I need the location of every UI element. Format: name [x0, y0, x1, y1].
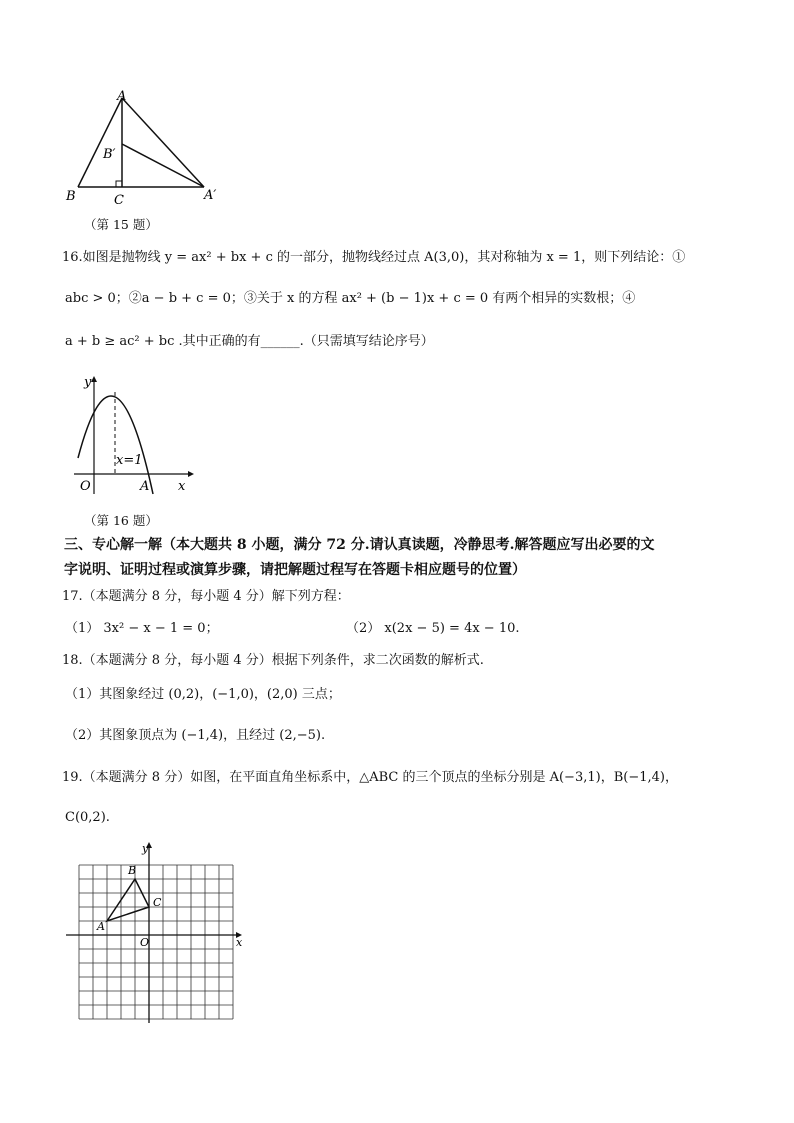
label-symmetry-axis: x=1 [116, 453, 143, 468]
figure-16-parabola [70, 370, 200, 500]
q18-part1: （1）其图象经过 (0,2)，(−1,0)，(2,0) 三点； [65, 687, 341, 702]
label-A-prime: A′ [204, 188, 217, 203]
q18-part2: （2）其图象顶点为 (−1,4)，且经过 (2,−5). [65, 728, 326, 743]
label-B: B [128, 864, 137, 877]
label-O: O [80, 479, 91, 494]
q17-part2: （2） x(2x − 5) = 4x − 10. [346, 621, 520, 636]
triangle-ABC [107, 879, 149, 921]
label-C: C [114, 193, 124, 208]
section-3-line1: 三、专心解一解（本大题共 8 小题，满分 72 分.请认真读题，冷静思考.解答题应写出必要的文 [64, 537, 655, 553]
grid-lines [79, 865, 233, 1019]
label-y: y [142, 842, 149, 855]
y-axis-arrow [91, 376, 97, 382]
label-x: x [178, 479, 186, 494]
figure-19-grid [64, 840, 254, 1025]
q17-part1: （1） 3x² − x − 1 = 0； [65, 621, 219, 636]
figure-15-caption: （第 15 题） [84, 217, 158, 232]
figure-15-triangle [60, 88, 230, 218]
x-axis-arrow [188, 471, 194, 477]
label-A: A [117, 89, 127, 104]
q16-line2: abc > 0；②a − b + c = 0；③关于 x 的方程 ax² + (b − 1)x + c = 0 有两个相异的实数根；④ [65, 291, 636, 306]
label-A: A [140, 479, 150, 494]
right-angle-mark [116, 181, 122, 187]
label-x: x [236, 936, 243, 949]
q16-line3: a + b ≥ ac² + bc .其中正确的有______.（只需填写结论序号） [65, 334, 434, 349]
q19-line1: 19.（本题满分 8 分）如图，在平面直角坐标系中，△ABC 的三个顶点的坐标分别是 A(−3,1)，B(−1,4)， [62, 770, 678, 785]
q16-line1: 16.如图是抛物线 y = ax² + bx + c 的一部分，抛物线经过点 A(3,0)，其对称轴为 x = 1，则下列结论：① [62, 250, 686, 265]
section-3-line2: 字说明、证明过程或演算步骤，请把解题过程写在答题卡相应题号的位置） [64, 562, 526, 578]
figure-16-caption: （第 16 题） [84, 513, 158, 528]
label-y: y [84, 375, 92, 390]
label-B: B [66, 189, 76, 204]
label-O: O [140, 936, 150, 949]
q18-stem: 18.（本题满分 8 分，每小题 4 分）根据下列条件，求二次函数的解析式. [62, 653, 484, 668]
segment-B-prime-A-prime [122, 144, 204, 187]
segment-AB [78, 98, 122, 187]
label-A: A [97, 920, 105, 933]
q17-stem: 17.（本题满分 8 分，每小题 4 分）解下列方程： [62, 589, 350, 604]
label-C: C [153, 896, 162, 909]
segment-AA-prime [122, 98, 204, 187]
label-B-prime: B′ [103, 147, 116, 162]
q19-line2: C(0,2). [65, 810, 110, 825]
